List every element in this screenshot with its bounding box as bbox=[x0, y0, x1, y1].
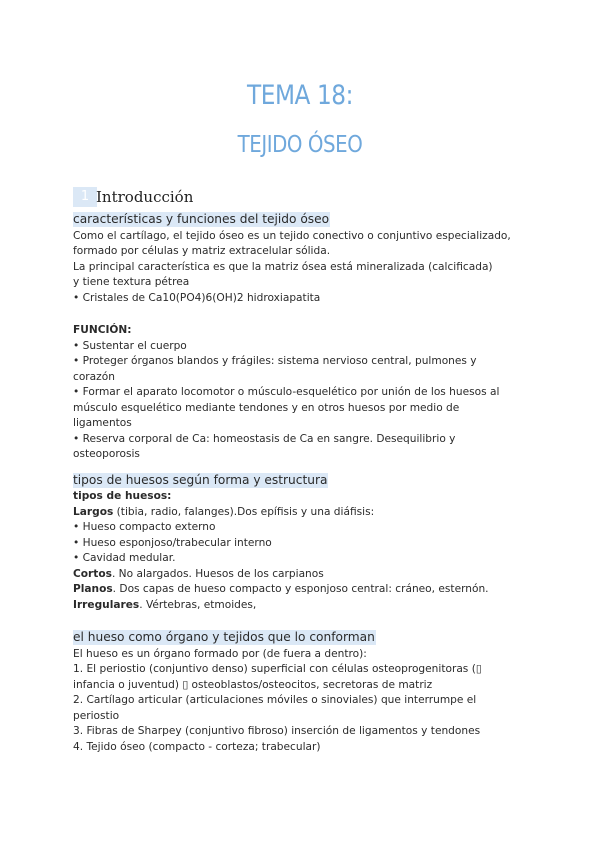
bone-types-label: tipos de huesos: bbox=[73, 490, 172, 502]
subheading-bone-organ: el hueso como órgano y tejidos que lo conforman bbox=[73, 630, 375, 644]
funcion-item: osteoporosis bbox=[73, 448, 140, 460]
planos-text: . Dos capas de hueso compacto y esponjoso central: cráneo, esternón. bbox=[112, 583, 489, 595]
largos-item: • Hueso esponjoso/trabecular interno bbox=[73, 536, 272, 549]
cortos-label: Cortos bbox=[73, 567, 112, 580]
document-title: TEMA 18: bbox=[246, 80, 354, 111]
funcion-label: FUNCIÓN: bbox=[73, 324, 132, 336]
text-line: Como el cartílago, el tejido óseo es un tejido conectivo o conjuntivo especializado, bbox=[73, 229, 511, 242]
planos-line bbox=[73, 582, 533, 598]
subheading-characteristics: características y funciones del tejido óseo bbox=[73, 212, 330, 226]
text-line: El hueso es un órgano formado por (de fuera a dentro): bbox=[73, 647, 367, 660]
section-content bbox=[73, 212, 533, 755]
largos-item: • Cavidad medular. bbox=[73, 552, 176, 564]
funcion-item: ligamentos bbox=[73, 417, 132, 429]
text-line: • Cristales de Ca10(PO4)6(OH)2 hidroxiapatita bbox=[73, 291, 321, 304]
planos-label: Planos bbox=[73, 583, 113, 595]
section-number: 1 bbox=[73, 187, 97, 207]
funcion-item: músculo esquelético mediante tendones y en otros huesos por medio de bbox=[73, 401, 460, 414]
text-line: 1. El periostio (conjuntivo denso) superficial con células osteoprogenitoras (▯ bbox=[73, 663, 482, 675]
irregulares-label: Irregulares bbox=[73, 598, 140, 611]
largos-line bbox=[73, 505, 533, 521]
irregulares-text: . Vértebras, etmoides, bbox=[139, 598, 257, 611]
irregulares-line bbox=[73, 598, 533, 614]
section-heading bbox=[73, 186, 193, 208]
text-line: 3. Fibras de Sharpey (conjuntivo fibroso) inserción de ligamentos y tendones bbox=[73, 725, 481, 737]
largos-label: Largos bbox=[73, 505, 114, 518]
text-line: periostio bbox=[73, 709, 120, 722]
funcion-item: • Sustentar el cuerpo bbox=[73, 339, 187, 352]
funcion-item: • Formar el aparato locomotor o músculo-esquelético por unión de los huesos al bbox=[73, 386, 500, 398]
document-subtitle: TEJIDO ÓSEO bbox=[237, 132, 363, 158]
section-title: Introducción bbox=[96, 188, 194, 206]
funcion-item: corazón bbox=[73, 370, 115, 383]
cortos-text: . No alargados. Huesos de los carpianos bbox=[111, 567, 324, 580]
funcion-item: • Reserva corporal de Ca: homeostasis de Ca en sangre. Desequilibrio y bbox=[73, 432, 456, 445]
largos-item: • Hueso compacto externo bbox=[73, 521, 216, 533]
text-line: 2. Cartílago articular (articulaciones móviles o sinoviales) que interrumpe el bbox=[73, 694, 477, 706]
text-line: infancia o juventud) ▯ osteoblastos/osteocitos, secretoras de matriz bbox=[73, 678, 433, 691]
text-line: formado por células y matriz extracelular sólida. bbox=[73, 245, 331, 257]
funcion-item: • Proteger órganos blandos y frágiles: sistema nervioso central, pulmones y bbox=[73, 355, 477, 367]
largos-text: (tibia, radio, falanges).Dos epífisis y una diáfisis: bbox=[113, 505, 375, 518]
text-line: 4. Tejido óseo (compacto - corteza; trabecular) bbox=[73, 740, 321, 753]
cortos-line bbox=[73, 567, 533, 583]
subheading-bone-types: tipos de huesos según forma y estructura bbox=[73, 472, 328, 487]
text-line: La principal característica es que la matriz ósea está mineralizada (calcificada) bbox=[73, 260, 493, 273]
text-line: y tiene textura pétrea bbox=[73, 276, 190, 288]
